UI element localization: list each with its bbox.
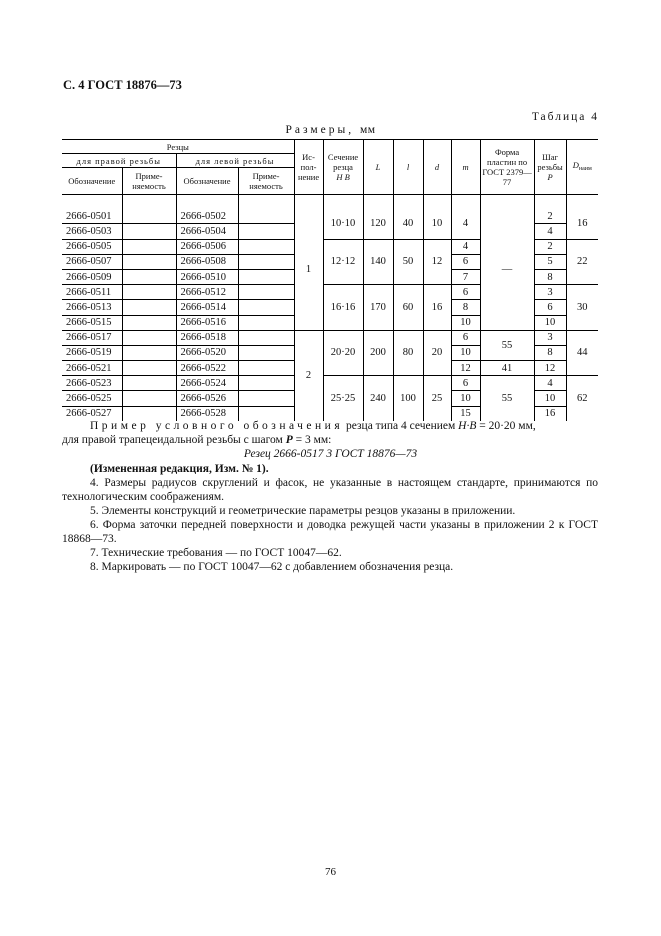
example-paragraph bbox=[62, 419, 598, 447]
left-code: 2666-0516 bbox=[176, 315, 238, 330]
example-line2b: = 3 мм: bbox=[295, 434, 332, 446]
left-prim bbox=[238, 391, 294, 406]
sechenie-cell: 20·20 bbox=[323, 330, 363, 376]
example-lead: Пример условного обозначения bbox=[90, 420, 344, 432]
header-d-label: d bbox=[434, 162, 440, 172]
left-code: 2666-0526 bbox=[176, 391, 238, 406]
m-cell: 10 bbox=[451, 315, 480, 330]
p-cell: 6 bbox=[534, 300, 566, 315]
p-cell: 5 bbox=[534, 254, 566, 269]
left-prim bbox=[238, 330, 294, 345]
right-prim bbox=[122, 224, 176, 239]
caption-text: Размеры, bbox=[285, 124, 355, 136]
right-code: 2666-0505 bbox=[62, 239, 122, 254]
m-cell: 12 bbox=[451, 361, 480, 376]
p-cell: 10 bbox=[534, 391, 566, 406]
header-shag bbox=[534, 140, 566, 195]
L-cell: 120 bbox=[363, 209, 393, 239]
l-cell: 50 bbox=[393, 239, 423, 285]
right-code: 2666-0527 bbox=[66, 408, 112, 420]
l-cell: 100 bbox=[393, 376, 423, 421]
L-cell: 170 bbox=[363, 285, 393, 331]
right-code: 2666-0517 bbox=[62, 330, 122, 345]
example-rest2: = 20·20 мм, bbox=[479, 420, 536, 432]
header-P: P bbox=[547, 172, 553, 182]
p-cell: 12 bbox=[534, 361, 566, 376]
p-cell: 3 bbox=[534, 330, 566, 345]
left-code: 2666-0518 bbox=[176, 330, 238, 345]
header-reztsy: Резцы bbox=[62, 140, 294, 154]
left-code: 2666-0506 bbox=[176, 239, 238, 254]
forma-cell: 55 bbox=[480, 376, 534, 421]
left-prim bbox=[238, 209, 294, 224]
right-code: 2666-0521 bbox=[62, 361, 122, 376]
m-cell: 4 bbox=[451, 209, 480, 239]
right-prim bbox=[122, 300, 176, 315]
d-cell: 16 bbox=[423, 285, 451, 331]
p-cell: 8 bbox=[534, 269, 566, 284]
table-caption bbox=[0, 124, 661, 136]
header-ispolnenie: Ис-пол-нение bbox=[294, 140, 323, 195]
m-cell: 8 bbox=[451, 300, 480, 315]
paragraph-5: 5. Элементы конструкций и геометрические параметры резцов указаны в приложении. bbox=[90, 505, 516, 517]
right-prim bbox=[122, 315, 176, 330]
left-prim bbox=[238, 376, 294, 391]
right-code: 2666-0515 bbox=[62, 315, 122, 330]
left-code: 2666-0502 bbox=[176, 209, 238, 224]
D-cell: 62 bbox=[566, 376, 598, 421]
m-cell: 6 bbox=[451, 285, 480, 300]
right-prim bbox=[122, 239, 176, 254]
right-code: 2666-0501 bbox=[62, 209, 122, 224]
example-p: P bbox=[285, 434, 293, 446]
header-prim-left: Приме-няемость bbox=[238, 168, 294, 195]
l-cell: 80 bbox=[393, 330, 423, 376]
right-code: 2666-0513 bbox=[62, 300, 122, 315]
header-shag-label: Шаг резьбы bbox=[537, 152, 563, 172]
forma-cell: 55 bbox=[480, 330, 534, 360]
right-code: 2666-0519 bbox=[62, 345, 122, 360]
left-code: 2666-0522 bbox=[176, 361, 238, 376]
right-code: 2666-0509 bbox=[62, 269, 122, 284]
left-prim bbox=[238, 361, 294, 376]
header-L bbox=[363, 140, 393, 195]
header-D-label: D bbox=[572, 160, 579, 170]
left-prim bbox=[238, 224, 294, 239]
right-code: 2666-0525 bbox=[62, 391, 122, 406]
header-l-label: l bbox=[406, 162, 410, 172]
header-prim-right: Приме-няемость bbox=[122, 168, 176, 195]
paragraph-4: 4. Размеры радиусов скруглений и фасок, не указанные в настоящем стандарте, принимаются по технологическим соображениям. bbox=[62, 477, 598, 503]
l-cell: 40 bbox=[393, 209, 423, 239]
sechenie-cell: 16·16 bbox=[323, 285, 363, 331]
right-prim bbox=[122, 269, 176, 284]
D-cell: 44 bbox=[566, 330, 598, 376]
left-prim bbox=[238, 285, 294, 300]
table-row bbox=[62, 376, 598, 391]
header-D bbox=[566, 140, 598, 195]
D-cell: 22 bbox=[566, 239, 598, 285]
left-prim bbox=[238, 300, 294, 315]
d-cell: 20 bbox=[423, 330, 451, 376]
m-cell: 10 bbox=[451, 345, 480, 360]
left-prim bbox=[238, 269, 294, 284]
m-cell: 7 bbox=[451, 269, 480, 284]
d-cell: 12 bbox=[423, 239, 451, 285]
header-D-sub: наим bbox=[578, 166, 592, 172]
D-cell: 16 bbox=[566, 209, 598, 239]
L-cell: 140 bbox=[363, 239, 393, 285]
dimensions-table bbox=[62, 139, 598, 421]
m-cell: 6 bbox=[451, 330, 480, 345]
sechenie-cell: 12·12 bbox=[323, 239, 363, 285]
right-prim bbox=[122, 209, 176, 224]
right-prim bbox=[122, 254, 176, 269]
header-l bbox=[393, 140, 423, 195]
m-cell: 6 bbox=[451, 376, 480, 391]
header-hb: H B bbox=[336, 172, 350, 182]
header-forma: Форма пластин по ГОСТ 2379—77 bbox=[480, 140, 534, 195]
right-prim bbox=[122, 391, 176, 406]
left-prim bbox=[238, 315, 294, 330]
right-code: 2666-0523 bbox=[62, 376, 122, 391]
sechenie-cell: 25·25 bbox=[323, 376, 363, 421]
right-code: 2666-0507 bbox=[62, 254, 122, 269]
p-cell: 2 bbox=[534, 209, 566, 224]
header-d bbox=[423, 140, 451, 195]
m-cell: 6 bbox=[451, 254, 480, 269]
table-row bbox=[62, 330, 598, 345]
header-sechenie-label: Сечение резца bbox=[327, 152, 359, 172]
p-cell: 8 bbox=[534, 345, 566, 360]
d-cell: 10 bbox=[423, 209, 451, 239]
header-right-thread: для правой резьбы bbox=[62, 154, 176, 168]
left-prim bbox=[238, 254, 294, 269]
D-cell: 30 bbox=[566, 285, 598, 331]
left-prim bbox=[238, 239, 294, 254]
paragraph-8: 8. Маркировать — по ГОСТ 10047—62 с добавлением обозначения резца. bbox=[90, 561, 454, 573]
L-cell: 200 bbox=[363, 330, 393, 376]
forma-cell: 41 bbox=[480, 361, 534, 376]
left-code: 2666-0520 bbox=[176, 345, 238, 360]
right-prim bbox=[122, 285, 176, 300]
example-line2a: для правой трапецеидальной резьбы с шагом bbox=[62, 434, 283, 446]
caption-unit: мм bbox=[359, 124, 376, 136]
page-number: 76 bbox=[325, 866, 336, 878]
table-row bbox=[62, 209, 598, 224]
m-cell: 15 bbox=[451, 406, 480, 421]
L-cell: 240 bbox=[363, 376, 393, 421]
left-code: 2666-0524 bbox=[176, 376, 238, 391]
example-rest1: резца типа 4 сечением bbox=[346, 420, 456, 432]
p-cell: 2 bbox=[534, 239, 566, 254]
p-cell: 4 bbox=[534, 224, 566, 239]
paragraph-6: 6. Форма заточки передней поверхности и доводка режущей части указаны в приложении 2 к ГОСТ 18868—73. bbox=[62, 519, 598, 545]
example-designation: Резец 2666-0517 3 ГОСТ 18876—73 bbox=[243, 448, 418, 460]
header-oboz-left: Обозначение bbox=[176, 168, 238, 195]
header-L-label: L bbox=[375, 162, 381, 172]
right-prim bbox=[122, 361, 176, 376]
left-code: 2666-0508 bbox=[176, 254, 238, 269]
left-code: 2666-0514 bbox=[176, 300, 238, 315]
header-sechenie bbox=[323, 140, 363, 195]
left-prim bbox=[238, 345, 294, 360]
forma-cell: — bbox=[480, 209, 534, 330]
d-cell: 25 bbox=[423, 376, 451, 421]
l-cell: 60 bbox=[393, 285, 423, 331]
p-cell: 3 bbox=[534, 285, 566, 300]
left-code: 2666-0510 bbox=[176, 269, 238, 284]
right-code: 2666-0511 bbox=[62, 285, 122, 300]
left-code: 2666-0504 bbox=[176, 224, 238, 239]
right-prim bbox=[122, 330, 176, 345]
example-hb: H·B bbox=[458, 420, 477, 432]
p-cell: 10 bbox=[534, 315, 566, 330]
table-number: Таблица 4 bbox=[531, 111, 599, 123]
header-oboz-right: Обозначение bbox=[62, 168, 122, 195]
ispolnenie-cell: 2 bbox=[294, 330, 323, 421]
paragraph-7: 7. Технические требования — по ГОСТ 10047—62. bbox=[90, 547, 342, 559]
header-m bbox=[451, 140, 480, 195]
header-left-thread: для левой резьбы bbox=[176, 154, 294, 168]
m-cell: 10 bbox=[451, 391, 480, 406]
p-cell: 16 bbox=[534, 406, 566, 421]
ispolnenie-cell: 1 bbox=[294, 209, 323, 330]
sechenie-cell: 10·10 bbox=[323, 209, 363, 239]
right-prim bbox=[122, 345, 176, 360]
left-code: 2666-0512 bbox=[176, 285, 238, 300]
right-prim bbox=[122, 376, 176, 391]
p-cell: 4 bbox=[534, 376, 566, 391]
page-header: С. 4 ГОСТ 18876—73 bbox=[63, 78, 182, 92]
m-cell: 4 bbox=[451, 239, 480, 254]
revision-note: (Измененная редакция, Изм. № 1). bbox=[90, 463, 269, 475]
header-m-label: m bbox=[462, 162, 469, 172]
left-code: 2666-0528 bbox=[176, 406, 238, 421]
right-code: 2666-0503 bbox=[62, 224, 122, 239]
